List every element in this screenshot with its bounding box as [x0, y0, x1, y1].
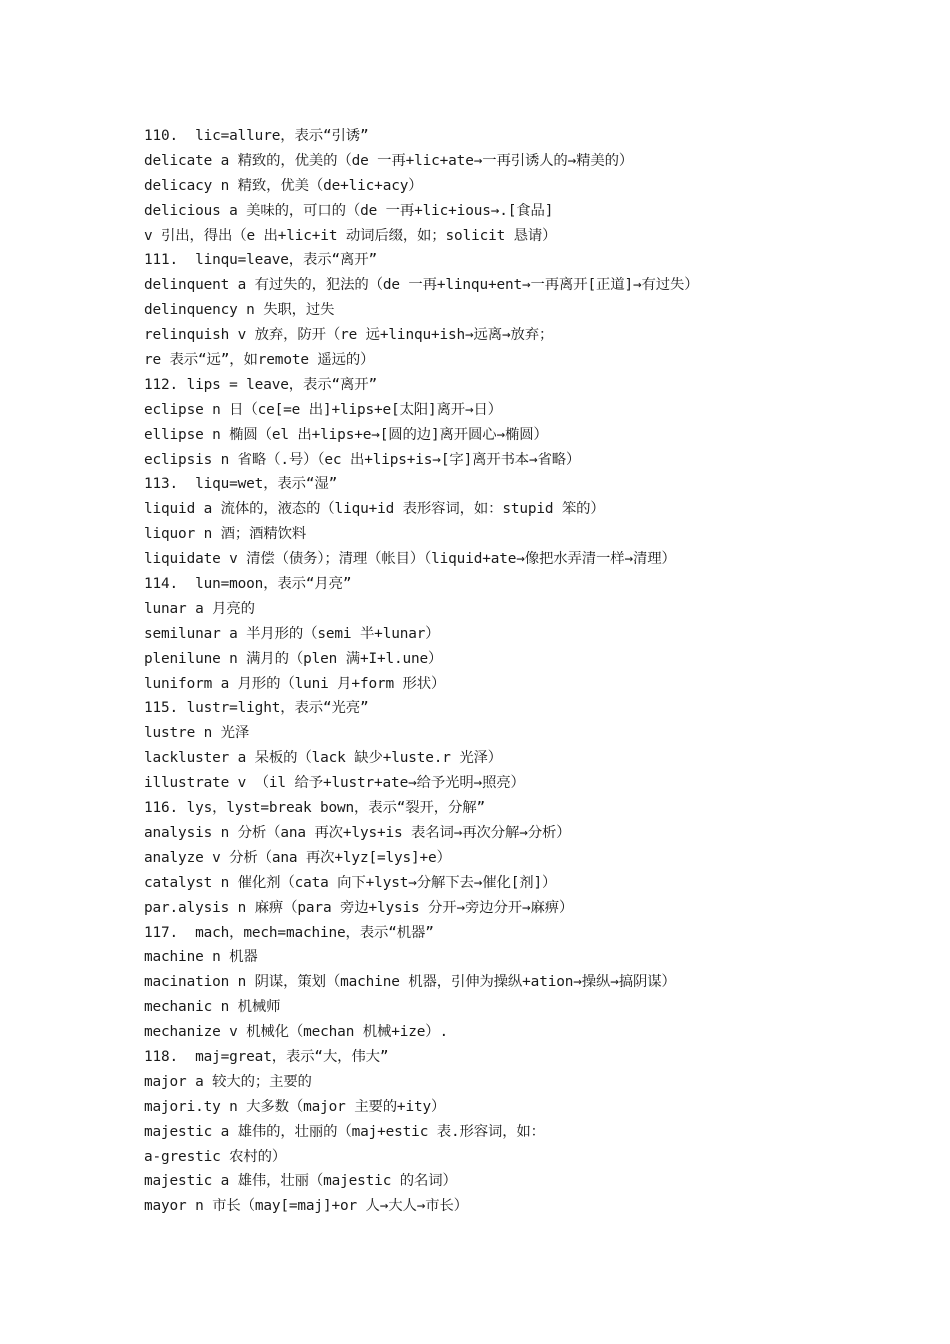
- text-line: majori.ty n 大多数（major 主要的+ity）: [144, 1098, 446, 1115]
- text-line: macination n 阴谋，策划（machine 机器，引伸为操纵+ation→操纵→搞阴谋）: [144, 974, 676, 991]
- text-line: 116. lys，lyst=break bown，表示“裂开，分解”: [144, 800, 486, 817]
- text-line: lunar a 月亮的: [144, 600, 255, 617]
- text-line: a-grestic 农村的）: [144, 1148, 287, 1165]
- text-line: 110. lic=allure，表示“引诱”: [144, 128, 369, 144]
- text-line: analyze v 分析（ana 再次+lyz[=lys]+e）: [144, 849, 451, 866]
- text-line: mechanic n 机械师: [144, 999, 281, 1016]
- text-line: illustrate v （il 给予+lustr+ate→给予光明→照亮）: [144, 775, 525, 792]
- text-line: mechanize v 机械化（mechan 机械+ize）.: [144, 1024, 449, 1041]
- text-line: v 引出，得出（e 出+lic+it 动词后缀，如；solicit 恳请）: [144, 227, 557, 244]
- text-line: delinquency n 失职，过失: [144, 302, 335, 319]
- text-line: semilunar a 半月形的（semi 半+lunar）: [144, 625, 440, 642]
- text-line: ellipse n 椭圆（el 出+lips+e→[圆的边]离开圆心→椭圆）: [144, 426, 548, 443]
- text-line: 113. liqu=wet，表示“湿”: [144, 476, 338, 493]
- text-line: 112. lips = leave，表示“离开”: [144, 376, 377, 393]
- text-line: lackluster a 呆板的（lack 缺少+luste.r 光泽）: [144, 750, 503, 767]
- text-line: liquidate v 清偿（债务）；清理（帐目）（liquid+ate→像把水弄清一样→清理）: [144, 551, 676, 568]
- text-line: lustre n 光泽: [144, 725, 250, 742]
- text-line: liquid a 流体的，液态的（liqu+id 表形容词，如：stupid 笨的）: [144, 501, 605, 518]
- text-line: 115. lustr=light，表示“光亮”: [144, 700, 369, 717]
- text-line: luniform a 月形的（luni 月+form 形状）: [144, 675, 446, 692]
- text-line: delinquent a 有过失的，犯法的（de 一再+linqu+ent→一再离开[正道]→有过失）: [144, 277, 699, 294]
- text-line: analysis n 分析（ana 再次+lys+is 表名词→再次分解→分析）: [144, 824, 571, 841]
- text-line: eclipsis n 省略（.号）（ec 出+lips+is→[字]离开书本→省略）: [144, 451, 581, 468]
- text-line: delicious a 美味的，可口的（de 一再+lic+ious→.[食品]: [144, 202, 554, 219]
- text-line: plenilune n 满月的（plen 满+I+l.une）: [144, 650, 443, 667]
- text-line: 118. maj=great，表示“大，伟大”: [144, 1048, 389, 1065]
- text-line: relinquish v 放弃，防开（re 远+linqu+ish→远离→放弃；: [144, 327, 554, 344]
- text-line: delicate a 精致的，优美的（de 一再+lic+ate→一再引诱人的→精美的）: [144, 152, 634, 169]
- text-line: machine n 机器: [144, 949, 258, 966]
- text-line: majestic a 雄伟的，壮丽的（maj+estic 表.形容词，如：: [144, 1123, 545, 1140]
- text-line: 117. mach，mech=machine，表示“机器”: [144, 924, 434, 941]
- text-line: eclipse n 日（ce[=e 出]+lips+e[太阳]离开→日）: [144, 401, 503, 418]
- text-line: liquor n 酒；酒精饮料: [144, 526, 307, 543]
- text-line: mayor n 市长（may[=maj]+or 人→大人→市长）: [144, 1198, 468, 1215]
- text-line: catalyst n 催化剂（cata 向下+lyst→分解下去→催化[剂]）: [144, 874, 557, 891]
- text-line: major a 较大的；主要的: [144, 1073, 312, 1090]
- text-line: majestic a 雄伟，壮丽（majestic 的名词）: [144, 1173, 457, 1190]
- text-line: 114. lun=moon，表示“月亮”: [144, 576, 352, 593]
- text-line: re 表示“远”，如remote 遥远的）: [144, 352, 375, 369]
- document-page: [144, 124, 904, 1219]
- text-line: 111. linqu=leave，表示“离开”: [144, 252, 377, 269]
- text-line: delicacy n 精致，优美（de+lic+acy）: [144, 177, 423, 194]
- text-line: par.alysis n 麻痹（para 旁边+lysis 分开→旁边分开→麻痹）: [144, 899, 574, 916]
